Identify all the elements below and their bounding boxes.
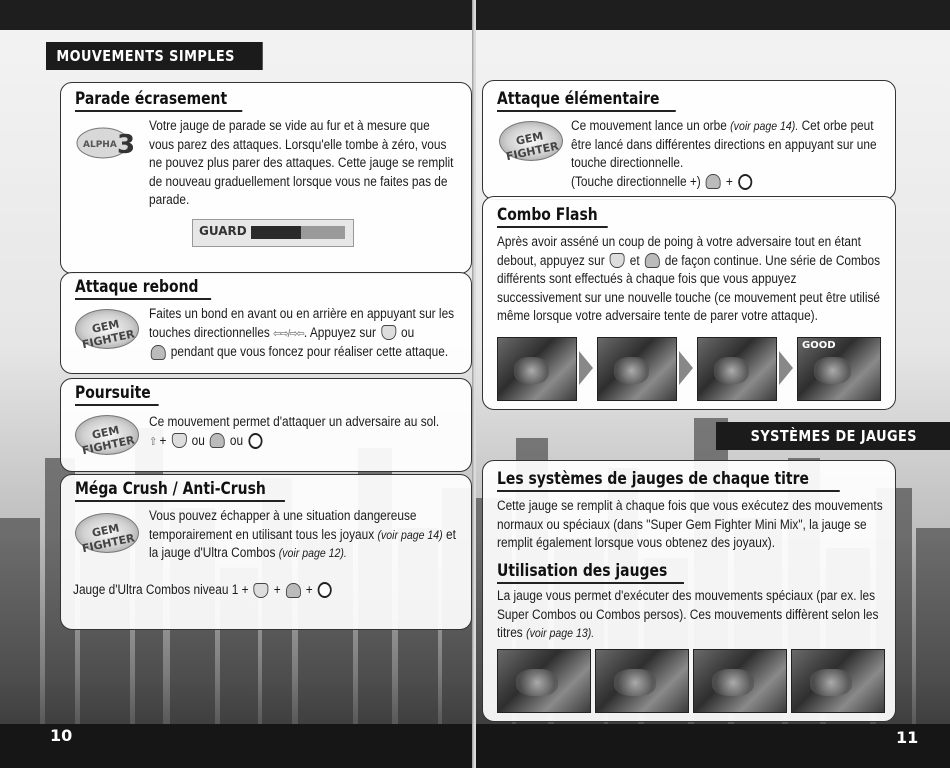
street-fighter-alpha-3-logo <box>75 123 137 161</box>
special-button-icon <box>318 582 332 598</box>
jauges-title-2: Utilisation des jauges <box>497 561 667 584</box>
flash-text-2: et <box>629 252 640 268</box>
section-banner: MOUVEMENTS SIMPLES <box>46 42 263 70</box>
mega-text-2: et la jauge d'Ultra Combos <box>149 526 456 560</box>
plus: + <box>305 582 313 597</box>
logo-text: GEM FIGHTER <box>80 423 136 458</box>
jauges-text-2-body: La jauge vous permet d'exécuter des mouvements spéciaux (par ex. les Super Combos ou Combos persos). Ces mouvements diffèrent selon les titres <box>497 588 879 640</box>
punch-button-icon <box>172 433 187 448</box>
rebond-text-4: pendant que vous foncez pour réaliser cette attaque. <box>170 344 449 359</box>
page-number: 11 <box>896 728 919 747</box>
guard-gauge <box>192 219 354 247</box>
mega-title: Méga Crush / Anti-Crush <box>75 479 266 502</box>
jauges-box <box>482 460 896 722</box>
plus: + <box>273 582 281 597</box>
page-ref: (voir page 14). <box>730 119 799 133</box>
rebond-text-2: . Appuyez sur <box>303 324 376 340</box>
svg-text:3: 3 <box>117 130 136 160</box>
special-button-icon <box>248 433 262 449</box>
combo-flash-box <box>482 196 896 410</box>
kick-button-icon <box>645 253 660 268</box>
mega-text <box>149 507 466 563</box>
flash-text <box>497 233 884 326</box>
bottom-band <box>476 724 950 768</box>
special-button-icon <box>738 174 752 190</box>
logo-text: GEM FIGHTER <box>80 521 136 556</box>
parade-text: Votre jauge de parade se vide au fur et à mesure que vous parez des attaques. Lorsqu'elle tombe à zéro, vous ne pouvez plus parer des attaques. Cette jauge se remplit de nouveau graduellement lorsque vous ne faites pas de parade. <box>149 118 454 207</box>
arrow-right-icon <box>679 351 693 385</box>
good-caption: GOOD <box>802 340 836 351</box>
poursuite-title: Poursuite <box>75 383 151 406</box>
gem-fighter-logo <box>499 121 563 164</box>
jauges-title-1: Les systèmes de jauges de chaque titre <box>497 469 809 492</box>
gem-fighter-logo <box>75 415 139 458</box>
rebond-box <box>60 272 472 374</box>
plus: + <box>725 173 733 189</box>
page-ref: (voir page 13). <box>526 626 595 640</box>
right-page <box>476 0 950 768</box>
logo-text: GEM FIGHTER <box>504 129 560 164</box>
elementaire-box <box>482 80 896 200</box>
mega-crush-box <box>60 474 472 630</box>
page-ref: (voir page 14) <box>377 527 443 542</box>
svg-text:ALPHA: ALPHA <box>83 140 117 150</box>
kick-button-icon <box>151 345 166 360</box>
rebond-title: Attaque rebond <box>75 277 199 300</box>
elementaire-title: Attaque élémentaire <box>497 89 660 112</box>
rebond-text-1: Faites un bond en avant ou en arrière en appuyant sur les touches directionnelles <box>149 306 455 340</box>
up-arrow-icon: ⇧ <box>149 435 157 448</box>
combo-screenshot-2 <box>597 337 677 401</box>
flash-text-1: Après avoir asséné un coup de poing à votre adversaire tout en étant debout, appuyez sur <box>497 234 861 268</box>
gauge-screenshot-2 <box>595 649 689 713</box>
guard-gauge-label: GUARD <box>199 224 247 238</box>
parade-box <box>60 82 472 274</box>
combo-screenshot-3 <box>697 337 777 401</box>
plus: + <box>159 432 167 448</box>
arrow-right-icon <box>779 351 793 385</box>
gauge-screenshot-3 <box>693 649 787 713</box>
page-ref: (voir page 12). <box>278 546 347 560</box>
flash-title: Combo Flash <box>497 205 598 228</box>
kick-button-icon <box>286 583 301 598</box>
elementaire-text-2: Cet orbe peut être lancé dans différentes directions en appuyant sur une touche directionnelle. <box>571 118 877 170</box>
jauges-text-2 <box>497 587 884 643</box>
left-page <box>0 0 474 768</box>
gauge-screenshot-4 <box>791 649 885 713</box>
elementaire-text <box>571 117 888 191</box>
page-number: 10 <box>50 726 73 745</box>
mega-footer-text: Jauge d'Ultra Combos niveau 1 + <box>73 582 249 597</box>
poursuite-box <box>60 378 472 472</box>
rebond-text <box>149 305 466 362</box>
gauge-screenshot-1 <box>497 649 591 713</box>
flash-text-3: de façon continue. Une série de Combos différents sont effectués à chaque fois que vous appuyez successivement sur une nouvelle touche (ce mouvement peut être utilisé même lorsque votre adversaire tente de parer votre attaque). <box>497 252 881 323</box>
jauges-text-1: Cette jauge se remplit à chaque fois que vous exécutez des mouvements normaux ou spéciaux (dans "Super Gem Fighter Mini Mix", la jauge se remplit également lorsque vous obtenez des joyaux). <box>497 498 883 550</box>
poursuite-text <box>149 413 466 451</box>
punch-button-icon <box>610 253 625 268</box>
parade-title: Parade écrasement <box>75 89 227 112</box>
kick-button-icon <box>706 174 721 189</box>
mega-footer <box>73 581 407 600</box>
or: ou <box>191 432 205 448</box>
combo-screenshot-4 <box>797 337 881 401</box>
gem-fighter-logo <box>75 309 139 352</box>
gem-fighter-logo <box>75 513 139 556</box>
rebond-text-3: ou <box>401 324 415 340</box>
punch-button-icon <box>381 325 396 340</box>
elementaire-text-1: Ce mouvement lance un orbe <box>571 118 727 133</box>
mega-text-1: Vous pouvez échapper à une situation dangereuse temporairement en utilisant tous les joyaux <box>149 508 417 542</box>
guard-gauge-fill <box>251 226 301 239</box>
poursuite-text-1: Ce mouvement permet d'attaquer un adversaire au sol. <box>149 414 440 429</box>
combo-screenshot-1 <box>497 337 577 401</box>
top-band <box>476 0 950 30</box>
punch-button-icon <box>254 583 269 598</box>
section-banner: SYSTÈMES DE JAUGES <box>716 422 950 450</box>
elementaire-text-3: (Touche directionnelle +) <box>571 173 701 189</box>
arrow-right-icon <box>579 351 593 385</box>
logo-text: GEM FIGHTER <box>80 317 136 352</box>
kick-button-icon <box>210 433 225 448</box>
top-band <box>0 0 474 30</box>
direction-arrows: ⇦⇨/⇨⇦ <box>273 327 304 340</box>
or: ou <box>229 432 244 448</box>
